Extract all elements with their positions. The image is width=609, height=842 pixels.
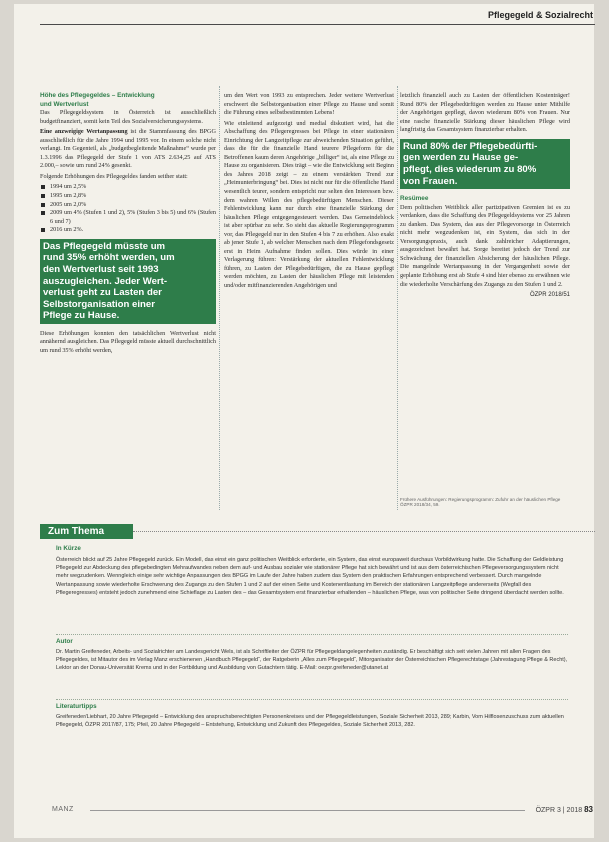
list-item: 1995 um 2,8%	[40, 192, 216, 201]
running-head: Pflegegeld & Sozialrecht	[487, 10, 593, 20]
page-number: 83	[584, 805, 593, 814]
section-heading: Höhe des Pflegegeldes – Entwicklung	[40, 92, 155, 99]
section-heading: Resümee	[400, 195, 429, 203]
section-heading: und Wertverlust	[40, 100, 89, 108]
divider	[56, 699, 568, 700]
paragraph: Dem politischen Weitblick aller partizipativen Gremien ist es zu verdanken, dass die Schaffung des Pflegegeldsystems vor 25 Jahren zu danken. Das System, das aus der Pflegevorsorge in Österreich nicht mehr wegzudenken ist, ein System, das sich in der Versorgungspraxis, auch dank zahlreicher Adaptierungen, ausgezeichnet bewährt hat. Sorge bereitet jedoch der Trend zur Schwächung der finanziellen Absicherung der häuslichen Pflege. Die mangelnde Wertanpassung in der Vergangenheit sowie der geplante Erhöhung erst ab Stufe 4 sind hier ebenso zu erwähnen wie die wiederholte Verschärfung des Zugangs zu den Stufen 1 und 2.	[400, 203, 570, 288]
article-source: ÖZPR 2018/51	[529, 292, 570, 299]
paragraph: Eine anzweigige Wertanpassung ist die Stammfassung des BPGG ausschließlich für die Jahre 1994 und 1995 vor. In einem solche nicht verlangt. Im Gegenteil, als „budgetbegleitende Maßnahme“ wurde per 1.3.1996 das Pflegegeld der Stufe 1 von ATS 2.634,25 auf ATS 2.000,– sowie um rund 24% gesenkt.	[40, 128, 216, 170]
autor-text: Dr. Martin Greifeneder, Arbeits- und Sozialrichter am Landesgericht Wels, ist als Schriftleiter der ÖZPR für Pflegegeldangelegenheiten zuständig. Er beschäftigt sich seit vielen Jahren mit allen Fragen des Pflegegeldes, ist Mitautor des im Verlag Manz erschienenen „Handbuch Pflegegeld“, der Ratgeberin „Alles zum Pflegegeld“, Mitorganisator der Österreichischen Pflegerechtstage (Jahrestagung Pflege & Recht), Lektor an der Donau-Universität Krems und in der Fortbildung und Ausbildung von Gutachtern tätig. E-Mail: oezpr.greifeneder@utanet.at	[56, 649, 568, 672]
literatur-heading: Literaturtipps	[56, 703, 97, 710]
paragraph: letztlich finanziell auch zu Lasten der öffentlichen Kostenträger! Rund 80% der Pflegebedürftigen werden zu Hause unter Mithilfe der Angehörigen gepflegt, davon wiederum 80% von Frauen. Nur eine rasche finanzielle Stärkung dieser häuslichen Pflege wird langfristig das Gesamtsystem finanzierbar erhalten.	[400, 92, 570, 134]
list-item: 2005 um 2,0%	[40, 201, 216, 210]
pull-quote: Rund 80% der Pflegebedürfti- gen werden zu Hause ge- pflegt, dies wiederum zu 80% von Frauen.	[400, 139, 570, 189]
column-divider	[219, 86, 220, 510]
list-item: 2009 um 4% (Stufen 1 und 2), 5% (Stufen 3 bis 5) und 6% (Stufen 6 und 7)	[40, 209, 216, 226]
literatur-text: Greifeneder/Liebhart, 20 Jahre Pflegegeld – Entwicklung des anspruchsberechtigten Personenkreises und der Pflegegeldleistungen, Soziale Sicherheit 2013, 289; Karbin, Vom Hilflosenzuschuss zum aktuellen Pflegegeld, ÖZPR 2017/87, 175; Pfeil, 20 Jahre Pflegegeld – Entstehung, Entwicklung und Zukunft des Pflegegeldes, Soziale Sicherheit 2013, 282.	[56, 714, 564, 729]
column-2	[224, 92, 394, 293]
pull-quote: Das Pflegegeld müsste um rund 35% erhöht werden, um den Wertverlust seit 1993 auszugleichen. Jeder Wert- verlust geht zu Lasten der Selbstorganisation einer Pflege zu Hause.	[40, 239, 216, 324]
paragraph: Wie einleitend aufgezeigt und medial diskutiert wird, hat die Abschaffung des Pflegeregresses bei Pflege in einer stationären Einrichtung der Langzeitpflege zur abweichenden Situation geführt, dass die für die finanzielle Hand teurere Pflegeform für die Betroffenen kaum deren Angehörige „billiger“ ist, als eine Pflege zu Hause zu organisieren. Dies trägt – wie die Entwicklung seit Beginn des Jahres 2018 zeigt – zu einem verstärkten Trend zur „Heimunterbringung“ bei. Dies ist nicht nur für die öffentliche Hand wesentlich teurer, sondern entspricht nur selten den Interessen bzw. dem wahren Willen des pflegebedürftigen Menschen. Dieser Fehlentwicklung kann nur durch eine finanzielle Stärkung der häuslichen Pflege entgegengesteuert werden. Das Gemeindeblock ist aber spürbar zu sehr. So sieht das aktuelle Regierungsprogramm vor, das Pflegegeld nur in den Stufen 4 bis 7 zu erhöhen. Also exakt ab jener Stufe 1, ab welcher Menschen nach dem Pflegefondsgesetz erst in Heim Aufnahme finden sollen. Dies würde in einer Verlagerung führen: Verstärkung der aktuellen Fehlentwicklung führen, zu Lasten der Pflegebedürftigen, die zu Hause gepflegt werden möchten, zu Lasten der häuslichen Pflege mit leistenden und/oder mitfinanzierenden Angehörigen und	[224, 119, 394, 290]
increase-list	[40, 183, 216, 234]
paragraph: Diese Erhöhungen konnten den tatsächlichen Wertverlust nicht annähernd ausgleichen. Das Pflegegeld müsste aktuell durchschnittlich um rund 35% erhöht werden,	[40, 329, 216, 354]
column-1	[40, 92, 216, 358]
footer-rule	[90, 810, 525, 811]
zum-thema-rule	[133, 531, 595, 532]
divider	[56, 634, 568, 635]
kurz-text: Österreich blickt auf 25 Jahre Pflegegeld zurück. Ein Modell, das einst ein ganz politischen Weitblick erforderte, ein System, das einst europaweit durchaus Vorbildwirkung hatte. Die Schaffung der Geldleistung Pflegegeld zur Abdeckung des pflegebedingten Mehraufwandes neben dem auf- und Ausbau sozialer wie stationärer Pflege hat sich bewährt und ist aus dem österreichischen Pflegeversorgungssystem nicht mehr wegzudenken. Wenngleich einige sehr wichtige Anpassungen des BPGG im Laufe der Jahre haben zudem das System den praktischen Erfahrungen entsprechend verbessert. Durch mangelnde Wertanpassung sowie wiederholte Erschwerung des Zugangs zu den Stufen 1 und 2 auf der einen Seite und Kostenentlastung im Bereich der stationären Langzeitpflege andererseits (Wegfall des Pflegeregresses) entsteht jedoch zunehmend eine Schieflage zu Lasten des – das Gesamtsystem erst finanzierbar erhaltenden – häuslichen Pflege, was von politischer Seite dringend überdacht werden sollte.	[56, 557, 564, 596]
kurz-heading: In Kürze	[56, 545, 81, 552]
paragraph: Folgende Erhöhungen des Pflegegeldes fanden seither statt:	[40, 172, 188, 180]
publisher-logo: MANZ	[52, 806, 74, 813]
paragraph: Das Pflegegeldsystem in Österreich ist ausschließlich budgetfinanziert, somit kein Teil des Sozialversicherungssystems.	[40, 109, 216, 125]
paragraph: um den Wert von 1993 zu entsprechen. Jeder weitere Wertverlust erschwert die Selbstorganisation einer Pflege zu Hause und somit die Führung eines selbstbestimmten Lebens!	[224, 92, 394, 117]
zum-thema-label: Zum Thema	[40, 524, 133, 539]
page-footer: ÖZPR 3 | 2018 83	[535, 805, 593, 814]
footnote: Frühere Ausführungen: Regierungsprogramm: Zufuhr an der häuslichen Pflege ÖZPR 2018/34, 59.	[400, 497, 561, 508]
list-item: 1994 um 2,5%	[40, 183, 216, 192]
column-3	[400, 92, 570, 300]
column-divider	[397, 86, 398, 510]
header-rule	[40, 24, 595, 25]
autor-heading: Autor	[56, 638, 73, 645]
list-item: 2016 um 2%.	[40, 226, 216, 235]
